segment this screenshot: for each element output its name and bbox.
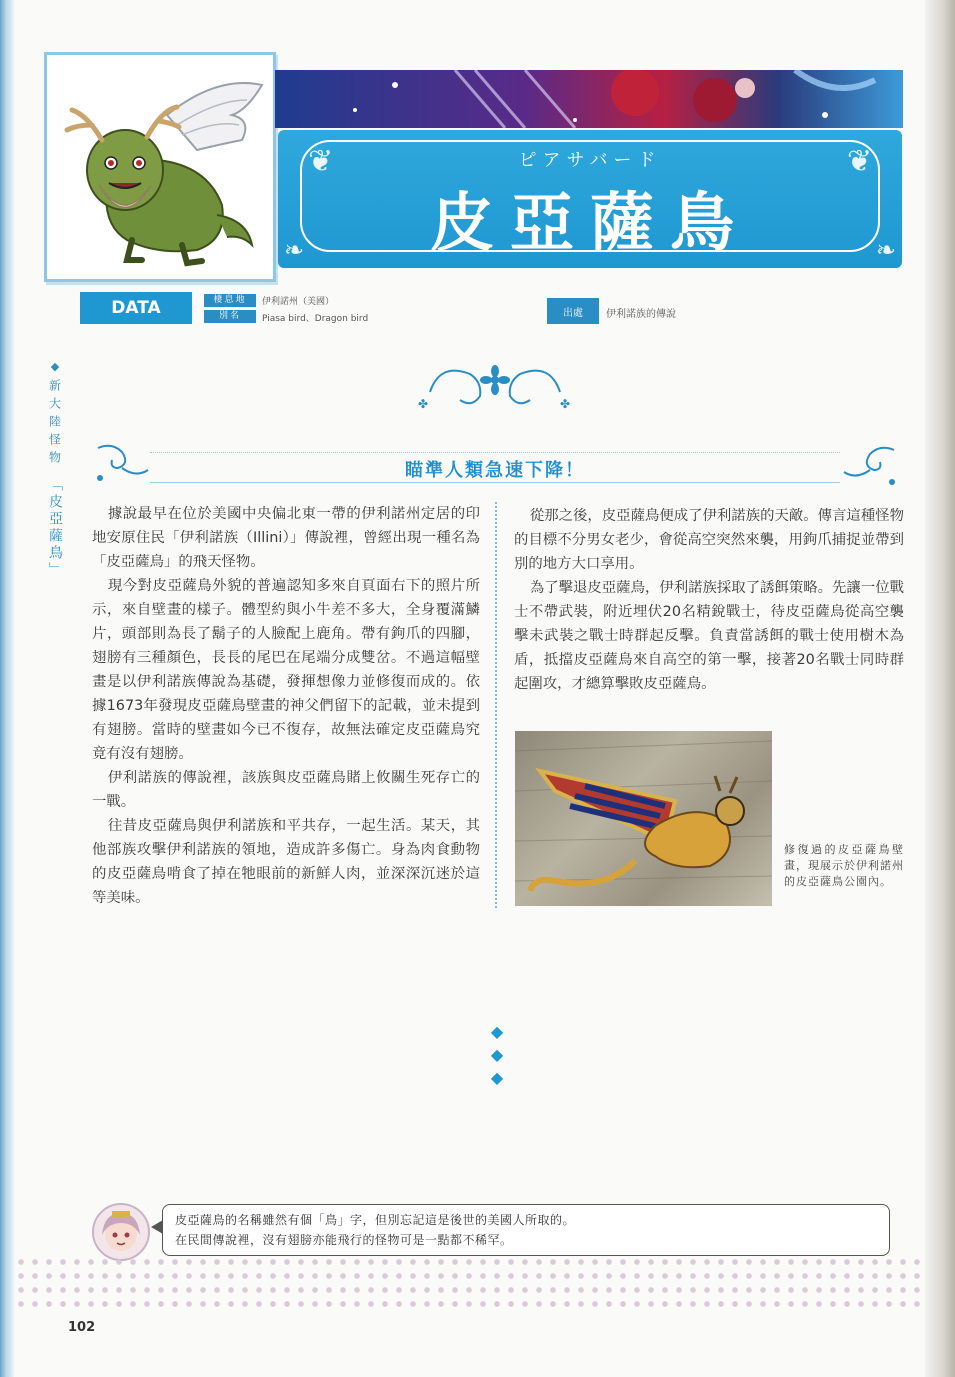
svg-text:✤: ✤ bbox=[560, 397, 571, 411]
body-paragraph: 從那之後，皮亞薩鳥便成了伊利諾族的天敵。傳言這種怪物的目標不分男女老少，會從高空突然來襲，用鉤爪捕捉並帶到別的地方大口享用。 bbox=[514, 508, 904, 572]
swirl-ornament-icon: ❦ bbox=[846, 144, 872, 179]
body-paragraph: 往昔皮亞薩鳥與伊利諾族和平共存，一起生活。某天，其他部族攻擊伊利諾族的領地，造成許多傷亡。身為肉食動物的皮亞薩鳥啃食了掉在牠眼前的新鮮人肉，並深深沉迷於這等美味。 bbox=[92, 818, 480, 906]
flourish-icon bbox=[410, 352, 580, 416]
narrator-avatar bbox=[92, 1203, 150, 1261]
section-heading: 瞄準人類急速下降！ bbox=[405, 460, 585, 481]
body-column-left bbox=[92, 502, 480, 910]
diamond-icon: ◆ bbox=[490, 1045, 504, 1064]
page-number: 102 bbox=[68, 1320, 96, 1335]
alias-label: 別名 bbox=[204, 310, 256, 323]
monster-illustration bbox=[44, 52, 276, 282]
alias-value: Piasa bird、Dragon bird bbox=[262, 314, 369, 324]
diamond-separator bbox=[488, 1020, 506, 1089]
habitat-label: 棲息地 bbox=[204, 294, 256, 307]
column-divider bbox=[495, 502, 497, 908]
svg-text:✤: ✤ bbox=[418, 397, 429, 411]
speech-bubble bbox=[162, 1204, 890, 1256]
decorative-artwork bbox=[275, 70, 903, 128]
swirl-ornament-icon: ❧ bbox=[284, 236, 305, 264]
swirl-ornament-icon: ❦ bbox=[308, 144, 334, 179]
narrator-face-icon bbox=[94, 1205, 148, 1259]
diamond-icon: ◆ bbox=[490, 1022, 504, 1041]
body-paragraph: 現今對皮亞薩鳥外貌的普遍認知多來自頁面右下的照片所示，來自壁畫的樣子。體型約與小牛差不多大，全身覆滿鱗片，頭部則為長了鬍子的人臉配上鹿角。帶有鉤爪的四腳，翅膀有三種顏色，長長的尾巴在尾端分成雙岔。不過這幅壁畫是以伊利諾族傳說為基礎，發揮想像力並修復而成的。依據1673年發現皮亞薩鳥壁畫的神父們留下的記載，並未提到有翅膀。當時的壁畫如今已不復存，故無法確定皮亞薩鳥究竟有沒有翅膀。 bbox=[92, 578, 480, 762]
body-paragraph: 據說最早在位於美國中央偏北東一帶的伊利諾州定居的印地安原住民「伊利諾族（Illini）」傳說裡，曾經出現一種名為「皮亞薩鳥」的飛天怪物。 bbox=[92, 506, 480, 570]
swirl-ornament-icon: ❧ bbox=[875, 236, 896, 264]
page-edge-left bbox=[0, 0, 14, 1377]
body-column-right bbox=[514, 504, 904, 696]
body-paragraph: 伊利諾族的傳說裡，該族與皮亞薩鳥賭上攸關生死存亡的一戰。 bbox=[92, 770, 480, 810]
source-label: 出處 bbox=[547, 298, 599, 324]
page-edge-right bbox=[925, 0, 955, 1377]
habitat-value: 伊利諾州（美國） bbox=[262, 297, 335, 307]
mural-image bbox=[515, 731, 772, 906]
diamond-icon: ◆ bbox=[50, 360, 60, 373]
data-badge: DATA bbox=[80, 292, 192, 324]
center-ornament bbox=[410, 352, 580, 416]
diamond-icon: ◆ bbox=[490, 1068, 504, 1087]
heading-rule-bottom bbox=[150, 482, 840, 483]
swirl-right-icon bbox=[838, 440, 900, 492]
dotted-footer-band bbox=[14, 1255, 926, 1313]
page-title: 皮亞薩鳥 bbox=[430, 186, 750, 261]
title-panel bbox=[278, 130, 902, 268]
footnote-line-2: 在民間傳說裡，沒有翅膀亦能飛行的怪物可是一點都不稀罕。 bbox=[175, 1233, 513, 1247]
piasa-bird-illustration bbox=[47, 55, 273, 279]
source-value: 伊利諾族的傳說 bbox=[606, 309, 676, 320]
heading-rule-top bbox=[150, 452, 840, 453]
title-katakana: ピアサバード bbox=[518, 150, 662, 171]
body-paragraph: 為了擊退皮亞薩鳥，伊利諾族採取了誘餌策略。先讓一位戰士不帶武裝，附近埋伏20名精銳戰士，待皮亞薩鳥從高空襲擊未武裝之戰士時群起反擊。負責當誘餌的戰士使用樹木為盾，抵擋皮亞薩鳥來自高空的第一擊，接著20名戰士同時群起圍攻，才總算擊敗皮亞薩鳥。 bbox=[514, 580, 904, 692]
mural-photo bbox=[515, 731, 772, 906]
side-entry-name: 「皮亞薩鳥」 bbox=[47, 477, 63, 579]
footnote-line-1: 皮亞薩鳥的名稱雖然有個「鳥」字，但別忘記這是後世的美國人所取的。 bbox=[175, 1213, 576, 1227]
swirl-left-icon bbox=[92, 438, 154, 490]
side-category: 新大陸怪物 bbox=[47, 379, 62, 469]
banner-artwork bbox=[275, 70, 903, 128]
photo-caption: 修復過的皮亞薩鳥壁畫，現展示於伊利諾州的皮亞薩鳥公園內。 bbox=[784, 843, 904, 888]
